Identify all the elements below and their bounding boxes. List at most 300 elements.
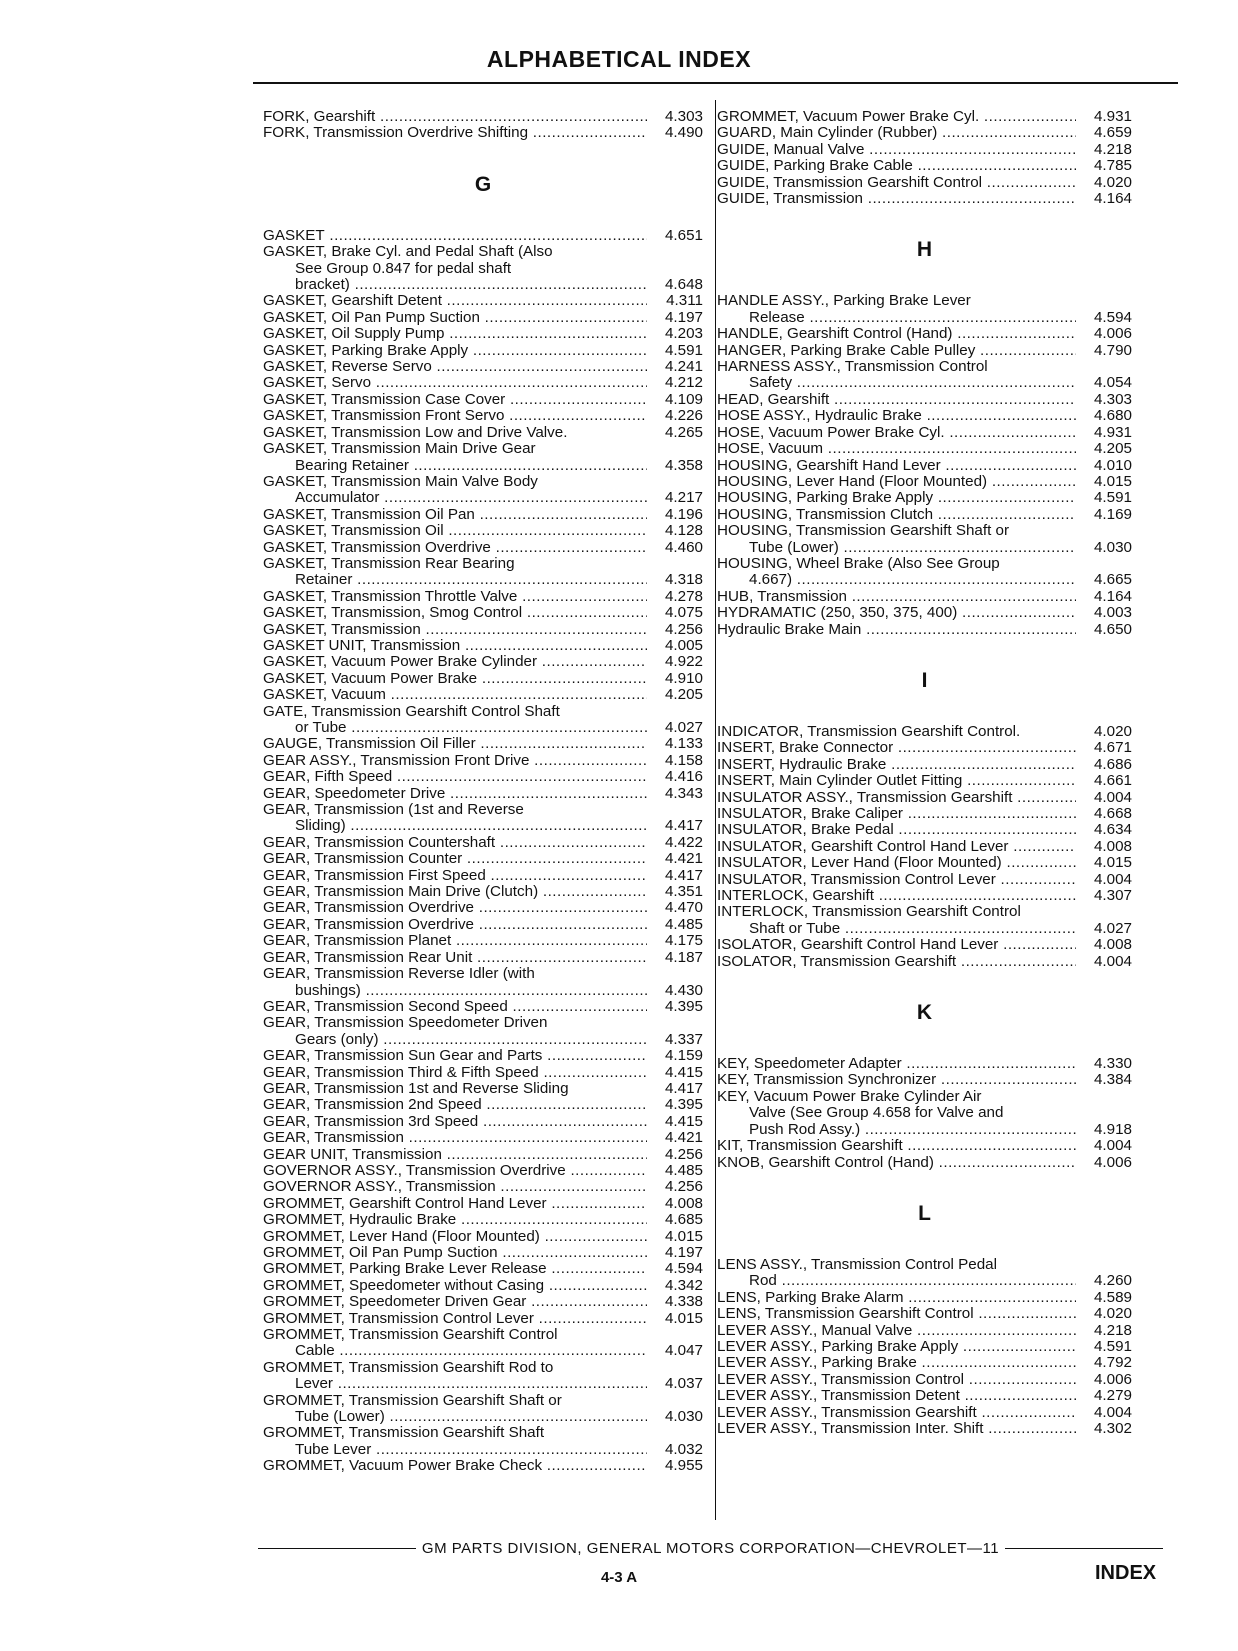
- index-entry: [263, 638, 703, 654]
- index-entry: [717, 474, 1132, 490]
- index-entry: [717, 523, 1132, 539]
- entry-name: INSULATOR ASSY., Transmission Gearshift: [717, 789, 1013, 806]
- entry-group-number: 4.006: [1093, 325, 1132, 343]
- index-entry: [263, 1311, 703, 1327]
- index-entry: [717, 954, 1132, 970]
- title-rule: [253, 82, 1178, 84]
- entry-name: GEAR, Transmission Reverse Idler (with: [263, 966, 535, 983]
- entry-group-number: 4.010: [1093, 456, 1132, 474]
- entry-name: GEAR, Speedometer Drive: [263, 785, 446, 802]
- entry-name: Safety: [749, 375, 793, 392]
- index-entry: [717, 740, 1132, 756]
- entry-name: HARNESS ASSY., Transmission Control: [717, 359, 988, 376]
- entry-name: GOVERNOR ASSY., Transmission Overdrive: [263, 1162, 566, 1179]
- entry-group-number: 4.203: [664, 325, 703, 343]
- entry-group-number: 4.164: [1093, 190, 1132, 208]
- entry-name: ISOLATOR, Gearshift Control Hand Lever: [717, 937, 999, 954]
- entry-group-number: 4.008: [1093, 837, 1132, 855]
- entry-group-number: 4.955: [664, 1457, 703, 1475]
- entry-name: GASKET UNIT, Transmission: [263, 637, 461, 654]
- entry-name: GASKET, Transmission Throttle Valve: [263, 588, 518, 605]
- entry-name: FORK, Transmission Overdrive Shifting: [263, 125, 529, 142]
- entry-name: INDICATOR, Transmission Gearshift Control.: [717, 723, 1021, 740]
- index-entry: [717, 757, 1132, 773]
- index-entry: [263, 277, 703, 293]
- index-entry: [717, 888, 1132, 904]
- entry-name: HOUSING, Parking Brake Apply: [717, 490, 934, 507]
- entry-name: GROMMET, Hydraulic Brake: [263, 1212, 457, 1229]
- entry-name: INTERLOCK, Transmission Gearshift Control: [717, 904, 1021, 921]
- entry-name: GASKET, Transmission Oil: [263, 523, 444, 540]
- entry-group-number: 4.650: [1093, 620, 1132, 638]
- entry-name: FORK, Gearshift: [263, 109, 376, 125]
- index-entry: [263, 125, 703, 141]
- footer-rule-right: [1005, 1548, 1163, 1549]
- index-entry: [717, 1105, 1132, 1121]
- index-entry: [263, 1425, 703, 1441]
- entry-name: Push Rod Assy.): [749, 1121, 861, 1138]
- index-entry: [717, 158, 1132, 174]
- footer-text: GM PARTS DIVISION, GENERAL MOTORS CORPORATION—CHEVROLET—11: [421, 1540, 1000, 1557]
- index-entry: [263, 1229, 703, 1245]
- index-entry: [263, 622, 703, 638]
- spacer: [717, 696, 1132, 724]
- entry-group-number: 4.358: [664, 456, 703, 474]
- entry-name: GASKET, Gearshift Detent: [263, 293, 442, 310]
- entry-group-number: 4.020: [1093, 173, 1132, 191]
- entry-group-number: 4.485: [664, 1161, 703, 1179]
- entry-group-number: 4.256: [664, 1145, 703, 1163]
- entry-group-number: 4.311: [666, 292, 703, 310]
- entry-group-number: 4.027: [1093, 919, 1132, 937]
- entry-group-number: 4.030: [664, 1408, 703, 1426]
- entry-name: GOVERNOR ASSY., Transmission: [263, 1179, 496, 1196]
- entry-group-number: 4.047: [664, 1342, 703, 1360]
- entry-name: Lever: [295, 1376, 333, 1393]
- entry-group-number: 4.330: [1093, 1055, 1132, 1073]
- index-entry: [717, 392, 1132, 408]
- entry-name: GEAR, Transmission Overdrive: [263, 900, 474, 917]
- index-entry: [263, 425, 703, 441]
- index-entry: [717, 572, 1132, 588]
- entry-name: bushings): [295, 982, 361, 999]
- entry-name: HANGER, Parking Brake Cable Pulley: [717, 342, 976, 359]
- left-column: [263, 109, 703, 1475]
- index-entry: [717, 1405, 1132, 1421]
- entry-group-number: 4.218: [1093, 1321, 1132, 1339]
- entry-group-number: 4.785: [1093, 157, 1132, 175]
- index-entry: [717, 359, 1132, 375]
- entry-group-number: 4.015: [1093, 854, 1132, 872]
- entry-group-number: 4.205: [1093, 440, 1132, 458]
- entry-name: GASKET, Brake Cyl. and Pedal Shaft (Also: [263, 244, 553, 261]
- entry-name: HOUSING, Gearshift Hand Lever: [717, 457, 941, 474]
- index-entry: [263, 884, 703, 900]
- entry-group-number: 4.460: [664, 538, 703, 556]
- index-entry: [263, 736, 703, 752]
- entry-group-number: 4.659: [1093, 124, 1132, 142]
- index-entry: [263, 1376, 703, 1392]
- entry-name: GROMMET, Speedometer Driven Gear: [263, 1294, 527, 1311]
- index-entry: [263, 786, 703, 802]
- entry-name: GEAR, Transmission (1st and Reverse: [263, 802, 524, 819]
- index-entry: [717, 605, 1132, 621]
- index-entry: [717, 1122, 1132, 1138]
- index-entry: [263, 654, 703, 670]
- index-entry: [263, 1032, 703, 1048]
- index-entry: [717, 1290, 1132, 1306]
- index-entry: [263, 999, 703, 1015]
- index-entry: [263, 1261, 703, 1277]
- entry-name: GEAR, Transmission Speedometer Driven: [263, 1015, 548, 1032]
- entry-name: GEAR, Transmission Second Speed: [263, 998, 508, 1015]
- entry-name: INSULATOR, Lever Hand (Floor Mounted): [717, 855, 1002, 872]
- entry-group-number: 4.417: [664, 817, 703, 835]
- entry-name: 4.667): [749, 572, 793, 589]
- index-entry: [717, 343, 1132, 359]
- entry-name: GUIDE, Transmission: [717, 191, 864, 208]
- index-entry: [717, 1323, 1132, 1339]
- entry-name: Rod: [749, 1273, 777, 1290]
- entry-group-number: 4.470: [664, 899, 703, 917]
- entry-group-number: 4.591: [1093, 489, 1132, 507]
- entry-name: GASKET, Servo: [263, 375, 372, 392]
- index-entry: [263, 1147, 703, 1163]
- entry-group-number: 4.241: [664, 358, 703, 376]
- entry-name: INSULATOR, Brake Pedal: [717, 822, 894, 839]
- footer-rule-left: [258, 1548, 416, 1549]
- entry-group-number: 4.417: [664, 866, 703, 884]
- entry-name: GROMMET, Vacuum Power Brake Check: [263, 1458, 543, 1475]
- entry-group-number: 4.910: [664, 669, 703, 687]
- entry-group-number: 4.004: [1093, 1137, 1132, 1155]
- entry-group-number: 4.680: [1093, 407, 1132, 425]
- index-entry: [263, 1163, 703, 1179]
- entry-name: GASKET, Vacuum Power Brake: [263, 670, 478, 687]
- index-entry: [263, 1015, 703, 1031]
- entry-name: GEAR UNIT, Transmission: [263, 1146, 442, 1163]
- entry-group-number: 4.279: [1093, 1387, 1132, 1405]
- index-entry: [717, 904, 1132, 920]
- entry-group-number: 4.075: [664, 604, 703, 622]
- spacer: [717, 1229, 1132, 1257]
- entry-group-number: 4.004: [1093, 788, 1132, 806]
- index-entry: [263, 375, 703, 391]
- entry-group-number: 4.020: [1093, 722, 1132, 740]
- entry-name: LEVER ASSY., Parking Brake: [717, 1355, 917, 1372]
- entry-name: GEAR, Transmission 2nd Speed: [263, 1097, 482, 1114]
- section-letter-h: H: [916, 238, 933, 262]
- index-entry: [717, 872, 1132, 888]
- spacer: [717, 1028, 1132, 1056]
- entry-name: GROMMET, Parking Brake Lever Release: [263, 1261, 547, 1278]
- entry-group-number: 4.054: [1093, 374, 1132, 392]
- entry-group-number: 4.226: [664, 407, 703, 425]
- entry-name: INSULATOR, Transmission Control Lever: [717, 871, 996, 888]
- index-entry: [263, 1409, 703, 1425]
- entry-name: KIT, Transmission Gearshift: [717, 1138, 903, 1155]
- entry-group-number: 4.395: [664, 997, 703, 1015]
- index-entry: [717, 458, 1132, 474]
- entry-name: INSERT, Brake Connector: [717, 740, 894, 757]
- page-number: 4-3 A: [600, 1569, 638, 1586]
- index-entry: [717, 773, 1132, 789]
- index-entry: [263, 490, 703, 506]
- entry-group-number: 4.485: [664, 915, 703, 933]
- entry-group-number: 4.015: [664, 1227, 703, 1245]
- entry-name: GASKET, Transmission, Smog Control: [263, 605, 523, 622]
- entry-group-number: 4.648: [664, 276, 703, 294]
- entry-name: Retainer: [295, 572, 353, 589]
- index-entry: [717, 191, 1132, 207]
- entry-group-number: 4.351: [664, 883, 703, 901]
- entry-name: GUIDE, Transmission Gearshift Control: [717, 174, 983, 191]
- index-entry: [717, 1155, 1132, 1171]
- index-entry: [717, 540, 1132, 556]
- index-entry: [263, 310, 703, 326]
- index-entry: [717, 1355, 1132, 1371]
- index-entry: [717, 490, 1132, 506]
- index-entry: [717, 1056, 1132, 1072]
- entry-name: LENS, Transmission Gearshift Control: [717, 1306, 974, 1323]
- index-entry: [263, 687, 703, 703]
- entry-name: bracket): [295, 277, 350, 294]
- entry-group-number: 4.260: [1093, 1272, 1132, 1290]
- index-entry: [263, 851, 703, 867]
- entry-name: GEAR, Transmission Counter: [263, 851, 463, 868]
- page-title: ALPHABETICAL INDEX: [486, 46, 752, 72]
- index-entry: [717, 1388, 1132, 1404]
- entry-group-number: 4.020: [1093, 1305, 1132, 1323]
- entry-group-number: 4.197: [664, 308, 703, 326]
- entry-name: Gears (only): [295, 1031, 379, 1048]
- entry-name: GEAR, Transmission Overdrive: [263, 916, 474, 933]
- entry-name: KEY, Vacuum Power Brake Cylinder Air: [717, 1088, 982, 1105]
- entry-group-number: 4.589: [1093, 1288, 1132, 1306]
- section-letter-g: G: [474, 172, 492, 196]
- entry-name: KNOB, Gearshift Control (Hand): [717, 1154, 934, 1171]
- entry-name: GEAR, Transmission Planet: [263, 933, 452, 950]
- entry-group-number: 4.790: [1093, 341, 1132, 359]
- entry-name: GROMMET, Gearshift Control Hand Lever: [263, 1195, 547, 1212]
- entry-group-number: 4.158: [664, 751, 703, 769]
- entry-name: Accumulator: [295, 490, 380, 507]
- entry-name: GASKET, Oil Supply Pump: [263, 326, 445, 343]
- entry-name: HANDLE, Gearshift Control (Hand): [717, 326, 953, 343]
- index-entry: [717, 1257, 1132, 1273]
- entry-group-number: 4.187: [664, 948, 703, 966]
- index-entry: [263, 1179, 703, 1195]
- spacer: [717, 970, 1132, 998]
- entry-name: GUARD, Main Cylinder (Rubber): [717, 125, 938, 142]
- section-letter-i: I: [921, 668, 928, 692]
- entry-group-number: 4.303: [664, 108, 703, 125]
- entry-group-number: 4.421: [664, 1129, 703, 1147]
- index-entry: [717, 375, 1132, 391]
- entry-name: GASKET, Transmission: [263, 621, 421, 638]
- entry-group-number: 4.004: [1093, 952, 1132, 970]
- index-entry: [263, 1327, 703, 1343]
- entry-name: HEAD, Gearshift: [717, 391, 830, 408]
- entry-name: Sliding): [295, 818, 346, 835]
- entry-group-number: 4.591: [1093, 1337, 1132, 1355]
- index-entry: [263, 1442, 703, 1458]
- entry-group-number: 4.015: [664, 1309, 703, 1327]
- index-entry: [263, 1114, 703, 1130]
- entry-group-number: 4.634: [1093, 821, 1132, 839]
- entry-group-number: 4.661: [1093, 772, 1132, 790]
- entry-name: GAUGE, Transmission Oil Filler: [263, 736, 476, 753]
- entry-group-number: 4.030: [1093, 538, 1132, 556]
- entry-group-number: 4.594: [1093, 308, 1132, 326]
- entry-name: GUIDE, Manual Valve: [717, 141, 865, 158]
- entry-group-number: 4.175: [664, 932, 703, 950]
- entry-group-number: 4.668: [1093, 805, 1132, 822]
- spacer: [717, 207, 1132, 235]
- spacer: [717, 1171, 1132, 1199]
- index-entry: [263, 1048, 703, 1064]
- index-entry: [717, 1339, 1132, 1355]
- entry-name: GEAR, Transmission 3rd Speed: [263, 1113, 479, 1130]
- entry-name: Tube Lever: [295, 1441, 372, 1458]
- index-entry: [717, 310, 1132, 326]
- entry-group-number: 4.342: [664, 1276, 703, 1294]
- index-entry: [263, 343, 703, 359]
- index-entry: [717, 790, 1132, 806]
- entry-group-number: 4.217: [664, 489, 703, 507]
- entry-name: HOSE, Vacuum Power Brake Cyl.: [717, 424, 945, 441]
- index-entry: [717, 855, 1132, 871]
- index-entry: [263, 523, 703, 539]
- entry-group-number: 4.128: [664, 522, 703, 540]
- entry-name: LEVER ASSY., Manual Valve: [717, 1322, 913, 1339]
- spacer: [263, 142, 703, 170]
- entry-name: LEVER ASSY., Transmission Detent: [717, 1388, 960, 1405]
- index-entry: [717, 1072, 1132, 1088]
- entry-name: GASKET, Vacuum Power Brake Cylinder: [263, 654, 538, 671]
- footer: [258, 1540, 1163, 1557]
- entry-group-number: 4.931: [1093, 108, 1132, 125]
- spacer: [717, 265, 1132, 293]
- entry-group-number: 4.395: [664, 1096, 703, 1114]
- index-entry: [717, 556, 1132, 572]
- entry-name: HANDLE ASSY., Parking Brake Lever: [717, 293, 971, 310]
- entry-name: GEAR, Transmission First Speed: [263, 867, 486, 884]
- entry-name: Release: [749, 309, 805, 326]
- entry-name: Shaft or Tube: [749, 920, 841, 937]
- entry-name: GEAR, Transmission Third & Fifth Speed: [263, 1064, 539, 1081]
- entry-name: Valve (See Group 4.658 for Valve and: [749, 1105, 1004, 1122]
- index-entry: [717, 937, 1132, 953]
- entry-group-number: 4.164: [1093, 587, 1132, 605]
- entry-group-number: 4.205: [664, 686, 703, 704]
- entry-name: GROMMET, Transmission Gearshift Shaft or: [263, 1392, 562, 1409]
- entry-group-number: 4.918: [1093, 1120, 1132, 1138]
- spacer: [263, 200, 703, 228]
- entry-name: GATE, Transmission Gearshift Control Shaft: [263, 703, 560, 720]
- entry-group-number: 4.159: [664, 1047, 703, 1065]
- entry-group-number: 4.318: [664, 571, 703, 589]
- index-entry: [263, 228, 703, 244]
- entry-group-number: 4.415: [664, 1063, 703, 1081]
- entry-group-number: 4.015: [1093, 472, 1132, 490]
- entry-name: GASKET, Parking Brake Apply: [263, 342, 469, 359]
- index-entry: [263, 109, 703, 125]
- entry-name: GASKET: [263, 227, 325, 244]
- entry-group-number: 4.265: [664, 423, 703, 441]
- entry-group-number: 4.671: [1093, 739, 1132, 757]
- entry-group-number: 4.430: [664, 981, 703, 999]
- entry-name: HOUSING, Wheel Brake (Also See Group: [717, 555, 1000, 572]
- index-entry: [263, 1097, 703, 1113]
- entry-name: GROMMET, Lever Hand (Floor Mounted): [263, 1228, 540, 1245]
- entry-group-number: 4.256: [664, 620, 703, 638]
- entry-group-number: 4.008: [664, 1194, 703, 1212]
- index-entry: [263, 326, 703, 342]
- entry-group-number: 4.032: [664, 1440, 703, 1458]
- index-entry: [263, 933, 703, 949]
- entry-name: HOSE ASSY., Hydraulic Brake: [717, 408, 922, 425]
- index-entry: [263, 966, 703, 982]
- index-entry: [263, 392, 703, 408]
- index-entry: [263, 1065, 703, 1081]
- entry-name: GASKET, Transmission Main Drive Gear: [263, 441, 536, 458]
- entry-name: GASKET, Vacuum: [263, 687, 386, 704]
- index-entry: [263, 540, 703, 556]
- section-letter-k: K: [916, 1001, 933, 1025]
- section-letter-l: L: [918, 1201, 931, 1225]
- entry-name: GROMMET, Transmission Control Lever: [263, 1310, 534, 1327]
- entry-name: GROMMET, Transmission Gearshift Rod to: [263, 1359, 554, 1376]
- entry-name: GEAR, Transmission Sun Gear and Parts: [263, 1048, 543, 1065]
- entry-group-number: 4.422: [664, 833, 703, 851]
- entry-name: INTERLOCK, Gearshift: [717, 888, 874, 905]
- entry-name: GROMMET, Vacuum Power Brake Cyl.: [717, 109, 980, 125]
- index-entry: [717, 622, 1132, 638]
- entry-group-number: 4.302: [1093, 1419, 1132, 1437]
- index-entry: [263, 1212, 703, 1228]
- entry-group-number: 4.006: [1093, 1370, 1132, 1388]
- index-entry: [263, 917, 703, 933]
- entry-name: HOUSING, Transmission Gearshift Shaft or: [717, 523, 1010, 540]
- entry-name: GASKET, Transmission Front Servo: [263, 408, 505, 425]
- entry-group-number: 4.792: [1093, 1354, 1132, 1372]
- entry-name: GEAR ASSY., Transmission Front Drive: [263, 752, 530, 769]
- entry-group-number: 4.686: [1093, 755, 1132, 773]
- entry-name: LEVER ASSY., Transmission Control: [717, 1371, 965, 1388]
- entry-name: GASKET, Transmission Main Valve Body: [263, 473, 538, 490]
- index-entry: [263, 359, 703, 375]
- entry-name: LEVER ASSY., Parking Brake Apply: [717, 1338, 959, 1355]
- index-entry: [263, 835, 703, 851]
- entry-name: LEVER ASSY., Transmission Gearshift: [717, 1404, 977, 1421]
- index-entry: [263, 900, 703, 916]
- entry-group-number: 4.004: [1093, 870, 1132, 888]
- index-entry: [263, 1360, 703, 1376]
- index-entry: [717, 1273, 1132, 1289]
- entry-group-number: 4.109: [664, 390, 703, 408]
- entry-name: GEAR, Transmission 1st and Reverse Sliding: [263, 1080, 569, 1097]
- index-entry: [717, 425, 1132, 441]
- entry-group-number: 4.490: [664, 124, 703, 142]
- entry-group-number: 4.651: [664, 226, 703, 244]
- entry-group-number: 4.416: [664, 768, 703, 786]
- index-entry: [263, 572, 703, 588]
- index-entry: [263, 474, 703, 490]
- entry-name: or Tube: [295, 720, 347, 736]
- entry-group-number: 4.922: [664, 653, 703, 671]
- entry-name: INSERT, Hydraulic Brake: [717, 756, 887, 773]
